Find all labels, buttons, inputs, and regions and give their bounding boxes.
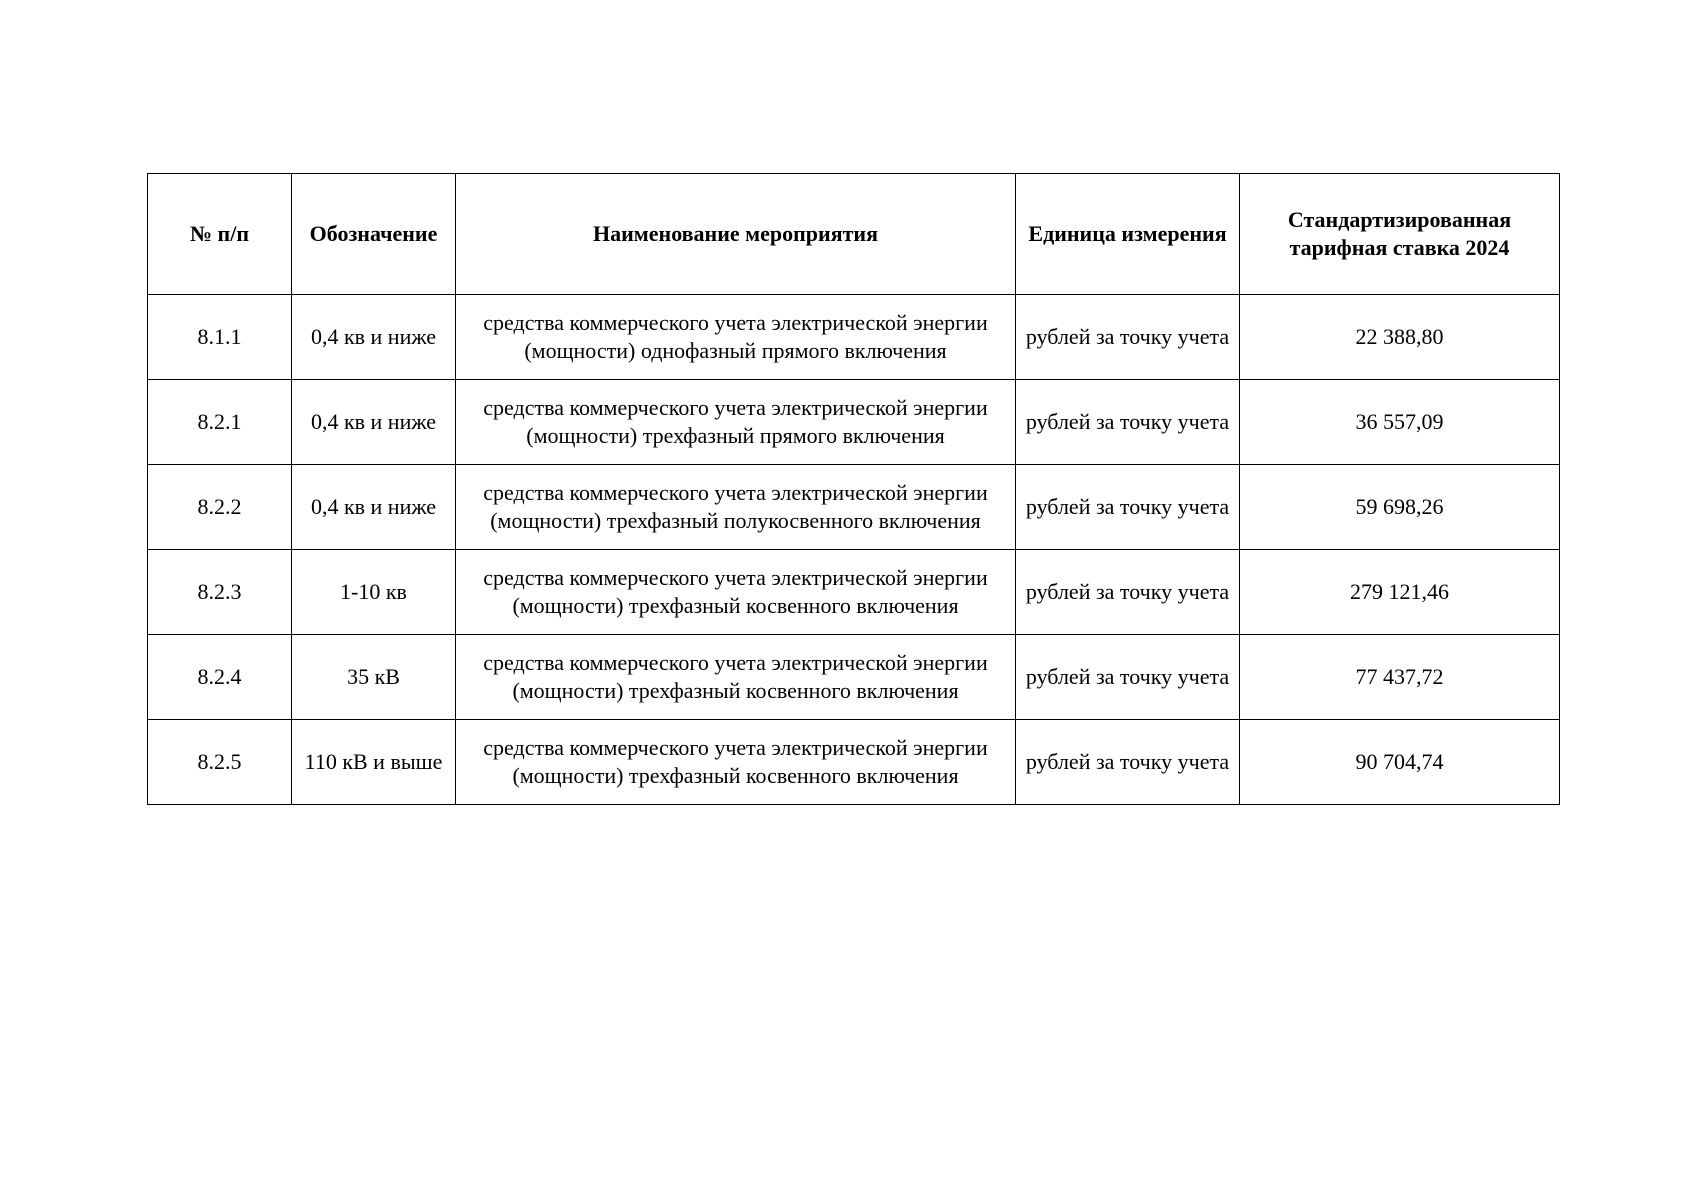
cell-rate: 22 388,80 bbox=[1240, 295, 1560, 380]
cell-number: 8.2.3 bbox=[148, 550, 292, 635]
cell-unit: рублей за точку учета bbox=[1016, 720, 1240, 805]
table-row bbox=[148, 635, 1560, 720]
header-unit: Единица измерения bbox=[1016, 174, 1240, 295]
header-designation: Обозначение bbox=[292, 174, 456, 295]
header-number: № п/п bbox=[148, 174, 292, 295]
cell-unit: рублей за точку учета bbox=[1016, 635, 1240, 720]
table-header-row bbox=[148, 174, 1560, 295]
table-row bbox=[148, 465, 1560, 550]
cell-designation: 0,4 кв и ниже bbox=[292, 380, 456, 465]
cell-measure-name: средства коммерческого учета электрической энергии (мощности) однофазный прямого включения bbox=[456, 295, 1016, 380]
cell-unit: рублей за точку учета bbox=[1016, 465, 1240, 550]
cell-measure-name: средства коммерческого учета электрической энергии (мощности) трехфазный косвенного включения bbox=[456, 635, 1016, 720]
cell-measure-name: средства коммерческого учета электрической энергии (мощности) трехфазный полукосвенного включения bbox=[456, 465, 1016, 550]
tariff-table bbox=[147, 173, 1560, 805]
cell-rate: 279 121,46 bbox=[1240, 550, 1560, 635]
cell-number: 8.2.4 bbox=[148, 635, 292, 720]
cell-rate: 90 704,74 bbox=[1240, 720, 1560, 805]
table-row bbox=[148, 295, 1560, 380]
header-rate: Стандартизированная тарифная ставка 2024 bbox=[1240, 174, 1560, 295]
cell-number: 8.2.2 bbox=[148, 465, 292, 550]
cell-designation: 35 кВ bbox=[292, 635, 456, 720]
cell-rate: 36 557,09 bbox=[1240, 380, 1560, 465]
cell-designation: 110 кВ и выше bbox=[292, 720, 456, 805]
table-row bbox=[148, 550, 1560, 635]
cell-unit: рублей за точку учета bbox=[1016, 295, 1240, 380]
cell-measure-name: средства коммерческого учета электрической энергии (мощности) трехфазный косвенного включения bbox=[456, 720, 1016, 805]
cell-number: 8.2.1 bbox=[148, 380, 292, 465]
cell-unit: рублей за точку учета bbox=[1016, 380, 1240, 465]
cell-unit: рублей за точку учета bbox=[1016, 550, 1240, 635]
cell-measure-name: средства коммерческого учета электрической энергии (мощности) трехфазный косвенного включения bbox=[456, 550, 1016, 635]
header-measure-name: Наименование мероприятия bbox=[456, 174, 1016, 295]
cell-measure-name: средства коммерческого учета электрической энергии (мощности) трехфазный прямого включения bbox=[456, 380, 1016, 465]
cell-number: 8.1.1 bbox=[148, 295, 292, 380]
cell-designation: 0,4 кв и ниже bbox=[292, 295, 456, 380]
cell-designation: 1-10 кв bbox=[292, 550, 456, 635]
cell-number: 8.2.5 bbox=[148, 720, 292, 805]
cell-designation: 0,4 кв и ниже bbox=[292, 465, 456, 550]
table-row bbox=[148, 720, 1560, 805]
table-row bbox=[148, 380, 1560, 465]
cell-rate: 77 437,72 bbox=[1240, 635, 1560, 720]
cell-rate: 59 698,26 bbox=[1240, 465, 1560, 550]
